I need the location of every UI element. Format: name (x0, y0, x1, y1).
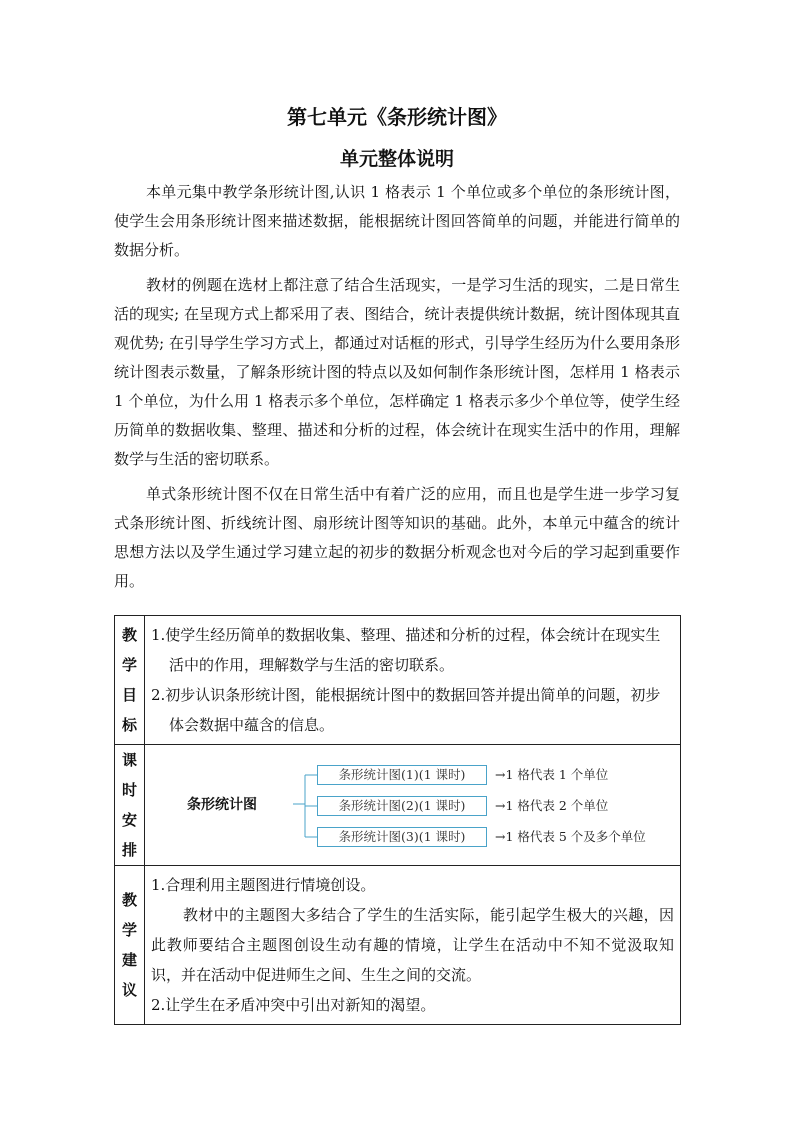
suggestions-label (115, 866, 145, 1025)
goal-item-2: 2.初步认识条形统计图，能根据统计图中的数据回答并提出简单的问题，初步体会数据中蕴含的信息。 (151, 686, 661, 734)
lesson-note-1: →1 格代表 1 个单位 (495, 767, 609, 782)
lesson-note-3: →1 格代表 5 个及多个单位 (495, 829, 646, 844)
lesson-box-2: 条形统计图(2)(1 课时) (317, 796, 487, 816)
suggestion-item-2: 2.让学生在矛盾冲突中引出对新知的渴望。 (151, 996, 436, 1014)
intro-paragraph-3: 单式条形统计图不仅在日常生活中有着广泛的应用，而且也是学生进一步学习复式条形统计图、折线统计图、扇形统计图等知识的基础。此外，本单元中蕴含的统计思想方法以及学生通过学习建立起的初步的数据分析观念也对今后的学习起到重要作用。 (114, 485, 680, 590)
section-subtitle: 单元整体说明 (339, 148, 454, 170)
suggestions-content (145, 866, 681, 1025)
suggestion-item-1: 1.合理利用主题图进行情境创设。 (151, 876, 376, 894)
lesson-box-3: 条形统计图(3)(1 课时) (317, 827, 487, 847)
unit-info-table (114, 615, 681, 1025)
page-title: 第七单元《条形统计图》 (287, 105, 507, 129)
goals-label-char: 目 (121, 686, 137, 704)
diagram-root-label: 条形统计图 (187, 797, 257, 813)
schedule-diagram (145, 745, 681, 865)
goals-label-char: 学 (121, 656, 137, 674)
goals-label (115, 616, 145, 745)
schedule-label-char: 时 (121, 781, 137, 799)
intro-paragraph-2: 教材的例题在选材上都注意了结合生活现实，一是学习生活的现实，二是日常生活的现实; 在呈现方式上都采用了表、图结合，统计表提供统计数据，统计图体现其直观优势; 在引导学生学习方式上，都通过对话框的形式，引导学生经历为什么要用条形统计图表示数量，了解条形统计图的特点以及如何制作条形统计图，怎样用 1 格表示 1 个单位，为什么用 1 格表示多个单位，怎样确定 1 格表示多少个单位等，使学生经历简单的数据收集、整理、描述和分析的过程，体会统计在现实生活中的作用，理解数学与生活的密切联系。 (114, 276, 680, 468)
schedule-label-char: 课 (121, 751, 137, 769)
schedule-label (115, 745, 145, 866)
intro-text (114, 178, 680, 602)
suggestions-row (115, 866, 681, 1025)
schedule-label-char: 排 (121, 841, 137, 859)
goal-item-1: 1.使学生经历简单的数据收集、整理、描述和分析的过程，体会统计在现实生活中的作用，理解数学与生活的密切联系。 (151, 626, 661, 674)
schedule-label-char: 安 (121, 811, 137, 829)
goals-label-char: 标 (121, 716, 137, 734)
goals-content (145, 616, 681, 745)
goals-row (115, 616, 681, 745)
suggestions-label-char: 建 (121, 951, 137, 969)
goals-label-char: 教 (121, 626, 137, 644)
suggestions-label-char: 学 (121, 921, 137, 939)
intro-paragraph-1: 本单元集中教学条形统计图,认识 1 格表示 1 个单位或多个单位的条形统计图，使学生会用条形统计图来描述数据，能根据统计图回答简单的问题，并能进行简单的数据分析。 (114, 183, 680, 259)
suggestion-item-1-detail: 教材中的主题图大多结合了学生的生活实际，能引起学生极大的兴趣，因此教师要结合主题图创设生动有趣的情境，让学生在活动中不知不觉汲取知识，并在活动中促进师生之间、生生之间的交流。 (151, 906, 674, 984)
lesson-box-1: 条形统计图(1)(1 课时) (317, 765, 487, 785)
suggestions-label-char: 议 (121, 981, 137, 999)
schedule-diagram-cell (145, 745, 681, 866)
lesson-note-2: →1 格代表 2 个单位 (495, 798, 609, 813)
schedule-row (115, 745, 681, 866)
suggestions-label-char: 教 (121, 891, 137, 909)
